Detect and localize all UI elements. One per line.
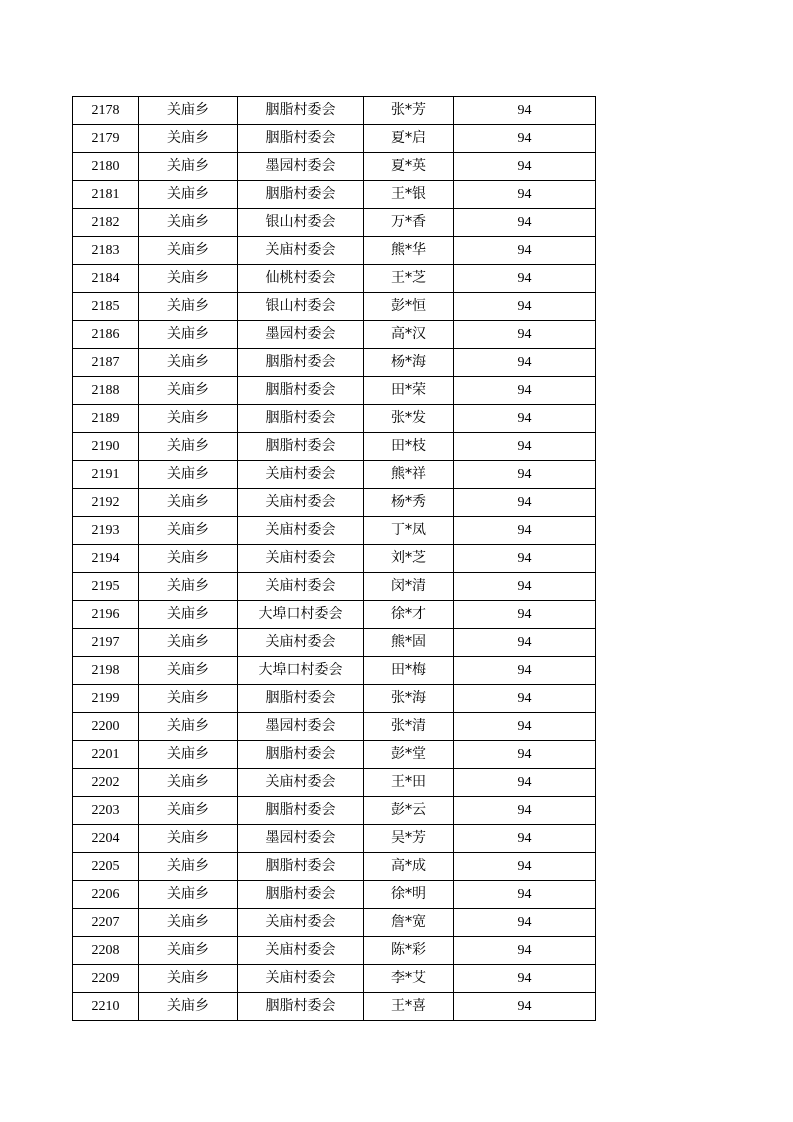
row-number: 2194 xyxy=(73,545,139,573)
table-row xyxy=(73,937,596,965)
table-row xyxy=(73,349,596,377)
table-row xyxy=(73,769,596,797)
person-name-cell: 田*梅 xyxy=(364,657,454,685)
table-row xyxy=(73,657,596,685)
score-cell: 94 xyxy=(454,713,596,741)
table-row xyxy=(73,489,596,517)
score-cell: 94 xyxy=(454,993,596,1021)
table-row xyxy=(73,573,596,601)
person-name-cell: 詹*宽 xyxy=(364,909,454,937)
village-committee-cell: 墨园村委会 xyxy=(238,713,364,741)
person-name-cell: 王*银 xyxy=(364,181,454,209)
score-cell: 94 xyxy=(454,237,596,265)
township-cell: 关庙乡 xyxy=(139,433,238,461)
table-row xyxy=(73,825,596,853)
score-cell: 94 xyxy=(454,965,596,993)
table-row xyxy=(73,965,596,993)
row-number: 2187 xyxy=(73,349,139,377)
table-row xyxy=(73,881,596,909)
table-row xyxy=(73,209,596,237)
person-name-cell: 田*荣 xyxy=(364,377,454,405)
village-committee-cell: 墨园村委会 xyxy=(238,153,364,181)
person-name-cell: 熊*固 xyxy=(364,629,454,657)
table-row xyxy=(73,153,596,181)
village-committee-cell: 墨园村委会 xyxy=(238,825,364,853)
person-name-cell: 徐*明 xyxy=(364,881,454,909)
row-number: 2182 xyxy=(73,209,139,237)
row-number: 2186 xyxy=(73,321,139,349)
person-name-cell: 熊*华 xyxy=(364,237,454,265)
village-committee-cell: 胭脂村委会 xyxy=(238,349,364,377)
village-committee-cell: 胭脂村委会 xyxy=(238,405,364,433)
table-row xyxy=(73,713,596,741)
township-cell: 关庙乡 xyxy=(139,937,238,965)
table-row xyxy=(73,377,596,405)
score-cell: 94 xyxy=(454,181,596,209)
row-number: 2188 xyxy=(73,377,139,405)
row-number: 2195 xyxy=(73,573,139,601)
person-name-cell: 张*芳 xyxy=(364,97,454,125)
village-committee-cell: 胭脂村委会 xyxy=(238,797,364,825)
score-cell: 94 xyxy=(454,517,596,545)
row-number: 2196 xyxy=(73,601,139,629)
person-name-cell: 闵*清 xyxy=(364,573,454,601)
township-cell: 关庙乡 xyxy=(139,517,238,545)
village-committee-cell: 胭脂村委会 xyxy=(238,741,364,769)
row-number: 2202 xyxy=(73,769,139,797)
score-cell: 94 xyxy=(454,461,596,489)
row-number: 2179 xyxy=(73,125,139,153)
table-row xyxy=(73,293,596,321)
table-row xyxy=(73,629,596,657)
village-committee-cell: 胭脂村委会 xyxy=(238,181,364,209)
township-cell: 关庙乡 xyxy=(139,349,238,377)
township-cell: 关庙乡 xyxy=(139,265,238,293)
score-cell: 94 xyxy=(454,629,596,657)
score-cell: 94 xyxy=(454,125,596,153)
person-name-cell: 吴*芳 xyxy=(364,825,454,853)
village-committee-cell: 胭脂村委会 xyxy=(238,993,364,1021)
score-cell: 94 xyxy=(454,657,596,685)
village-committee-cell: 关庙村委会 xyxy=(238,965,364,993)
row-number: 2191 xyxy=(73,461,139,489)
table-row xyxy=(73,993,596,1021)
table-row xyxy=(73,433,596,461)
township-cell: 关庙乡 xyxy=(139,909,238,937)
village-committee-cell: 胭脂村委会 xyxy=(238,125,364,153)
village-committee-cell: 关庙村委会 xyxy=(238,489,364,517)
village-committee-cell: 胭脂村委会 xyxy=(238,97,364,125)
person-name-cell: 王*田 xyxy=(364,769,454,797)
township-cell: 关庙乡 xyxy=(139,489,238,517)
village-committee-cell: 大埠口村委会 xyxy=(238,601,364,629)
table-row xyxy=(73,545,596,573)
row-number: 2178 xyxy=(73,97,139,125)
score-cell: 94 xyxy=(454,489,596,517)
township-cell: 关庙乡 xyxy=(139,713,238,741)
table-row xyxy=(73,853,596,881)
row-number: 2180 xyxy=(73,153,139,181)
village-committee-cell: 银山村委会 xyxy=(238,209,364,237)
person-name-cell: 刘*芝 xyxy=(364,545,454,573)
score-cell: 94 xyxy=(454,937,596,965)
score-cell: 94 xyxy=(454,265,596,293)
row-number: 2206 xyxy=(73,881,139,909)
table-row xyxy=(73,321,596,349)
village-committee-cell: 胭脂村委会 xyxy=(238,433,364,461)
row-number: 2181 xyxy=(73,181,139,209)
person-name-cell: 彭*云 xyxy=(364,797,454,825)
row-number: 2209 xyxy=(73,965,139,993)
township-cell: 关庙乡 xyxy=(139,461,238,489)
row-number: 2197 xyxy=(73,629,139,657)
score-cell: 94 xyxy=(454,601,596,629)
score-cell: 94 xyxy=(454,685,596,713)
row-number: 2193 xyxy=(73,517,139,545)
township-cell: 关庙乡 xyxy=(139,573,238,601)
table-row xyxy=(73,461,596,489)
person-name-cell: 彭*恒 xyxy=(364,293,454,321)
table-row xyxy=(73,405,596,433)
township-cell: 关庙乡 xyxy=(139,377,238,405)
row-number: 2184 xyxy=(73,265,139,293)
village-committee-cell: 关庙村委会 xyxy=(238,545,364,573)
person-name-cell: 万*香 xyxy=(364,209,454,237)
village-committee-cell: 胭脂村委会 xyxy=(238,685,364,713)
township-cell: 关庙乡 xyxy=(139,153,238,181)
township-cell: 关庙乡 xyxy=(139,881,238,909)
village-committee-cell: 胭脂村委会 xyxy=(238,853,364,881)
township-cell: 关庙乡 xyxy=(139,853,238,881)
score-cell: 94 xyxy=(454,209,596,237)
person-name-cell: 徐*才 xyxy=(364,601,454,629)
village-committee-cell: 关庙村委会 xyxy=(238,461,364,489)
person-name-cell: 彭*堂 xyxy=(364,741,454,769)
score-cell: 94 xyxy=(454,433,596,461)
record-table-body xyxy=(73,97,596,1021)
person-name-cell: 夏*英 xyxy=(364,153,454,181)
person-name-cell: 夏*启 xyxy=(364,125,454,153)
row-number: 2201 xyxy=(73,741,139,769)
row-number: 2189 xyxy=(73,405,139,433)
record-table xyxy=(72,96,596,1021)
score-cell: 94 xyxy=(454,769,596,797)
score-cell: 94 xyxy=(454,545,596,573)
table-row xyxy=(73,181,596,209)
village-committee-cell: 关庙村委会 xyxy=(238,629,364,657)
score-cell: 94 xyxy=(454,741,596,769)
township-cell: 关庙乡 xyxy=(139,237,238,265)
person-name-cell: 田*枝 xyxy=(364,433,454,461)
village-committee-cell: 关庙村委会 xyxy=(238,909,364,937)
table-row xyxy=(73,601,596,629)
score-cell: 94 xyxy=(454,797,596,825)
row-number: 2183 xyxy=(73,237,139,265)
township-cell: 关庙乡 xyxy=(139,825,238,853)
score-cell: 94 xyxy=(454,573,596,601)
row-number: 2204 xyxy=(73,825,139,853)
township-cell: 关庙乡 xyxy=(139,657,238,685)
person-name-cell: 高*汉 xyxy=(364,321,454,349)
row-number: 2205 xyxy=(73,853,139,881)
village-committee-cell: 关庙村委会 xyxy=(238,573,364,601)
village-committee-cell: 胭脂村委会 xyxy=(238,881,364,909)
row-number: 2207 xyxy=(73,909,139,937)
person-name-cell: 李*艾 xyxy=(364,965,454,993)
person-name-cell: 陈*彩 xyxy=(364,937,454,965)
township-cell: 关庙乡 xyxy=(139,209,238,237)
township-cell: 关庙乡 xyxy=(139,601,238,629)
score-cell: 94 xyxy=(454,97,596,125)
score-cell: 94 xyxy=(454,377,596,405)
person-name-cell: 张*清 xyxy=(364,713,454,741)
score-cell: 94 xyxy=(454,825,596,853)
table-row xyxy=(73,741,596,769)
row-number: 2192 xyxy=(73,489,139,517)
township-cell: 关庙乡 xyxy=(139,797,238,825)
village-committee-cell: 墨园村委会 xyxy=(238,321,364,349)
table-row xyxy=(73,237,596,265)
score-cell: 94 xyxy=(454,321,596,349)
row-number: 2200 xyxy=(73,713,139,741)
table-row xyxy=(73,685,596,713)
township-cell: 关庙乡 xyxy=(139,965,238,993)
score-cell: 94 xyxy=(454,853,596,881)
township-cell: 关庙乡 xyxy=(139,405,238,433)
person-name-cell: 熊*祥 xyxy=(364,461,454,489)
township-cell: 关庙乡 xyxy=(139,741,238,769)
village-committee-cell: 关庙村委会 xyxy=(238,769,364,797)
village-committee-cell: 关庙村委会 xyxy=(238,937,364,965)
table-row xyxy=(73,265,596,293)
table-row xyxy=(73,909,596,937)
person-name-cell: 张*发 xyxy=(364,405,454,433)
village-committee-cell: 银山村委会 xyxy=(238,293,364,321)
table-row xyxy=(73,517,596,545)
township-cell: 关庙乡 xyxy=(139,629,238,657)
table-row xyxy=(73,125,596,153)
score-cell: 94 xyxy=(454,153,596,181)
score-cell: 94 xyxy=(454,909,596,937)
village-committee-cell: 胭脂村委会 xyxy=(238,377,364,405)
row-number: 2198 xyxy=(73,657,139,685)
person-name-cell: 王*芝 xyxy=(364,265,454,293)
township-cell: 关庙乡 xyxy=(139,993,238,1021)
row-number: 2203 xyxy=(73,797,139,825)
township-cell: 关庙乡 xyxy=(139,181,238,209)
village-committee-cell: 仙桃村委会 xyxy=(238,265,364,293)
row-number: 2199 xyxy=(73,685,139,713)
person-name-cell: 杨*秀 xyxy=(364,489,454,517)
township-cell: 关庙乡 xyxy=(139,685,238,713)
township-cell: 关庙乡 xyxy=(139,769,238,797)
table-row xyxy=(73,797,596,825)
table-row xyxy=(73,97,596,125)
score-cell: 94 xyxy=(454,293,596,321)
row-number: 2185 xyxy=(73,293,139,321)
person-name-cell: 丁*凤 xyxy=(364,517,454,545)
row-number: 2210 xyxy=(73,993,139,1021)
person-name-cell: 杨*海 xyxy=(364,349,454,377)
person-name-cell: 高*成 xyxy=(364,853,454,881)
township-cell: 关庙乡 xyxy=(139,125,238,153)
score-cell: 94 xyxy=(454,881,596,909)
township-cell: 关庙乡 xyxy=(139,97,238,125)
score-cell: 94 xyxy=(454,349,596,377)
township-cell: 关庙乡 xyxy=(139,545,238,573)
village-committee-cell: 关庙村委会 xyxy=(238,517,364,545)
person-name-cell: 张*海 xyxy=(364,685,454,713)
township-cell: 关庙乡 xyxy=(139,321,238,349)
village-committee-cell: 关庙村委会 xyxy=(238,237,364,265)
township-cell: 关庙乡 xyxy=(139,293,238,321)
village-committee-cell: 大埠口村委会 xyxy=(238,657,364,685)
score-cell: 94 xyxy=(454,405,596,433)
row-number: 2190 xyxy=(73,433,139,461)
row-number: 2208 xyxy=(73,937,139,965)
person-name-cell: 王*喜 xyxy=(364,993,454,1021)
